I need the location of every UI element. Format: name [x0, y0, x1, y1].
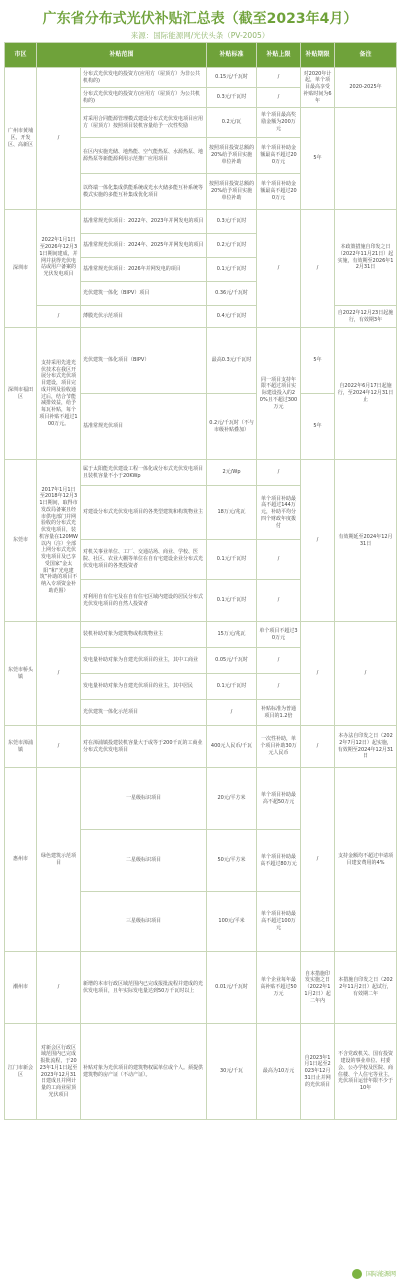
scope-cell: / [37, 952, 81, 1024]
note-cell: / [335, 622, 397, 726]
table-row [5, 460, 397, 486]
project-cell: 分布式光伏发电的投资方(应用方（屋顶方）为公共机构的) [81, 88, 207, 108]
cap-cell: / [257, 210, 301, 328]
scope-cell: 2017年1月1日至2018年12月31日期间，取得市发改局备案且经市供电部门并网验收的分布式光伏发电项目，装机容量在120MW以内（注）全部上网分布式光伏发电项目及已享受国家“金太阳”和“光电建筑”补助的项目不纳入专项资金补助范围） [37, 460, 81, 622]
project-cell: 基准常规光伏项目 [81, 394, 207, 460]
project-cell: 装机补助对象为建筑物或构筑物业主 [81, 622, 207, 648]
col-cap: 补贴上限 [257, 43, 301, 68]
cap-cell: 单个项目补助金额最高不超过200万元 [257, 174, 301, 210]
scope-cell: 2022年1月1日至2026年12月31日期间建成，并网并获得光伏电站或用户备案的光伏发电项目 [37, 210, 81, 306]
standard-cell: 0.2元/千瓦时 [207, 234, 257, 258]
project-cell: 对采用合同能源管理模式建设分布式光伏发电项目应用方（屋顶方）按照项目装机容量给予一次性奖励 [81, 108, 207, 138]
cap-cell: 同一项目支持年限不超过项目实际建设投入的20%且不超过300万元 [257, 328, 301, 460]
project-cell: 对利用自有住宅及在自有住宅区域内建设的居民分布式光伏发电项目的自然人投资者 [81, 580, 207, 622]
standard-cell: 0.1元/千瓦时 [207, 674, 257, 700]
period-cell: / [301, 210, 335, 328]
cap-cell: 单个项目最高奖励金额为200万元 [257, 108, 301, 138]
scope-cell: 绿色建筑示范项目 [37, 768, 81, 952]
table-row [5, 952, 397, 1024]
period-cell: 自本措施印发实施之日（2022年11月2日）起二年内 [301, 952, 335, 1024]
cap-cell: 单个项目补助最高不超50万元 [257, 768, 301, 830]
cap-cell: / [257, 580, 301, 622]
subsidy-table [4, 42, 397, 1120]
standard-cell: 0.2元/瓦 [207, 108, 257, 138]
standard-cell: 按照项目投资总额的20%给予项目实施单位补助 [207, 138, 257, 174]
standard-cell: 20元/平方米 [207, 768, 257, 830]
period-cell: 自2023年1月1日起至2023年12月31日止并网的光伏项目 [301, 1024, 335, 1120]
table-row [5, 328, 397, 394]
project-cell: 二星级标识项目 [81, 830, 207, 892]
note-cell: 2020-2025年 [335, 68, 397, 108]
city-cell: 深圳市福田区 [5, 328, 37, 460]
period-cell: 5年 [301, 108, 335, 210]
period-cell: 对2020年计起，单个项目最高享受补贴时间为6年 [301, 68, 335, 108]
col-scope: 补贴范围 [37, 43, 207, 68]
standard-cell: 2元/Wp [207, 460, 257, 486]
scope-cell: / [37, 306, 81, 328]
standard-cell: 0.2元/千瓦时（不与市级补贴叠加） [207, 394, 257, 460]
scope-cell: / [37, 622, 81, 726]
project-cell: 在区内实施光储、地热能、空气能热泵、水源热泵、地源热泵等新能源利用示范推广应用项目 [81, 138, 207, 174]
scope-cell: 对新会区行政区域范围内已完成报批流程，于2023年1月1日起至2023年12月31日建成且并网计量的工商业屋顶光伏项目 [37, 1024, 81, 1120]
standard-cell: 0.1元/千瓦时 [207, 258, 257, 282]
col-standard: 补贴标准 [207, 43, 257, 68]
city-cell: 东莞市 [5, 460, 37, 622]
standard-cell: 0.36元/千瓦时 [207, 282, 257, 306]
note-cell: 支持金额均不超过申请项目建安费用的4% [335, 768, 397, 952]
project-cell: 新增的本市行政区域范围内已完成报批流程并建成的光伏发电项目，且年实际发电量达到50万千瓦时以上 [81, 952, 207, 1024]
standard-cell: 0.3元/千瓦时 [207, 210, 257, 234]
standard-cell: 按照项目投资总额的20%给予项目实施单位补助 [207, 174, 257, 210]
cap-cell: 单个项目补助金额最高不超过200万元 [257, 138, 301, 174]
cap-cell: / [257, 540, 301, 580]
table-header [5, 43, 397, 68]
cap-cell: / [257, 88, 301, 108]
cap-cell: / [257, 68, 301, 88]
cap-cell: 单个项目不超过30万元 [257, 622, 301, 648]
note-cell [335, 108, 397, 210]
city-cell: 潮州市 [5, 952, 37, 1024]
watermark [352, 1269, 396, 1280]
standard-cell: 15万元/兆瓦 [207, 622, 257, 648]
period-cell: 5年 [301, 328, 335, 394]
note-cell: 有效期延至2024年12月31日 [335, 460, 397, 622]
table-row [5, 768, 397, 830]
standard-cell: 0.3元/千瓦时 [207, 88, 257, 108]
note-cell: 本政策措施自印发之日（2022年11月21日）起实施，有效期至2026年12月31日 [335, 210, 397, 306]
note-cell: 本办法自印发之日（2022年7月12日）起实施，有效期至2024年12月31日 [335, 726, 397, 768]
cap-cell: 单个企业每年最高补贴不超过50万元 [257, 952, 301, 1024]
note-cell: 本措施自印发之日（2022年11月2日）起试行，有效期二年 [335, 952, 397, 1024]
table-row [5, 306, 397, 328]
standard-cell: 0.1元/千瓦时 [207, 580, 257, 622]
city-cell: 东莞市漳浦镇 [5, 726, 37, 768]
standard-cell: 最高0.3元/千瓦时 [207, 328, 257, 394]
project-cell: 对机关事业单位、工厂、交通站场、商业、学校、医院、社区、农业大棚等单位在自有宅建设企业分布式光伏发电项目的各类投资者 [81, 540, 207, 580]
col-period: 补贴期限 [301, 43, 335, 68]
cap-cell: 单个项目补助最高不超过144万元，补助平均分四个财政年度拨付 [257, 486, 301, 540]
cap-cell: 一次性补助，单个项目补助30万元人民币 [257, 726, 301, 768]
table-row [5, 68, 397, 88]
city-cell: 东莞市桥头镇 [5, 622, 37, 726]
scope-cell: / [37, 68, 81, 210]
watermark-logo-icon [352, 1269, 362, 1279]
cap-cell: / [257, 674, 301, 700]
project-cell: 光伏建筑一体化（BIPV）项目 [81, 282, 207, 306]
project-cell: 属于太阳能光伏建设工程一体化或分布式光伏发电项目且装机容量不小于20KWp [81, 460, 207, 486]
standard-cell: 0.15元/千瓦时 [207, 68, 257, 88]
cap-cell: 单个项目补助最高不超过100万元 [257, 892, 301, 952]
period-cell: / [301, 768, 335, 952]
project-cell: 对在漳浦镇投建装机容量大于或等于200千瓦的工商业分布式光伏发电项目 [81, 726, 207, 768]
cap-cell: / [257, 460, 301, 486]
cap-cell: 最高为10万元 [257, 1024, 301, 1120]
period-cell: / [301, 622, 335, 726]
cap-cell: / [257, 648, 301, 674]
col-city: 市区 [5, 43, 37, 68]
standard-cell: 30元/千瓦 [207, 1024, 257, 1120]
cap-cell: 补贴标准为普通项目的1.2倍 [257, 700, 301, 726]
page-title: 广东省分布式光伏补贴汇总表（截至2023年4月） [42, 11, 358, 27]
note-cell: 自2022年6月17日起施行，至2024年12月31日止 [335, 328, 397, 460]
project-cell: 光伏建筑一体化项目（BIPV） [81, 328, 207, 394]
city-cell: 惠州市 [5, 768, 37, 952]
project-cell: 以终端一体化集成供能系统或光水火储多能互补系统等模式实施的多能互补集成优化项目 [81, 174, 207, 210]
period-cell: / [301, 726, 335, 768]
project-cell: 基准常规光伏项目：2024年、2025年并网发电的项目 [81, 234, 207, 258]
project-cell: 基准常规光伏项目：2022年、2023年并网发电的项目 [81, 210, 207, 234]
project-cell: 发电量补助对象为自建光伏项目的业主，其中工商业 [81, 648, 207, 674]
note-cell: 不含党政机关、国有投资建设的事业单位、村委会、公办学校及医院、商住楼、个人住宅等业主，光伏项目运营年限不少于10年 [335, 1024, 397, 1120]
city-cell: 江门市新会区 [5, 1024, 37, 1120]
note-cell: 自2022年12月23日起施行，有效期3年 [335, 306, 397, 328]
col-note: 备注 [335, 43, 397, 68]
project-cell: 发电量补助对象为自建光伏项目的业主，其中居民 [81, 674, 207, 700]
standard-cell: 18万元/兆瓦 [207, 486, 257, 540]
table-row [5, 622, 397, 648]
standard-cell: 400元人民币/千瓦 [207, 726, 257, 768]
standard-cell: 100元/平米 [207, 892, 257, 952]
period-cell: 5年 [301, 394, 335, 460]
standard-cell: 0.1元/千瓦时 [207, 540, 257, 580]
standard-cell: 50元/平方米 [207, 830, 257, 892]
city-cell: 深圳市 [5, 210, 37, 328]
source-line: 来源：国际能源网/光伏头条（PV-2005） [130, 31, 270, 40]
cap-cell: 单个项目补助最高不超过80万元 [257, 830, 301, 892]
project-cell: 三星级标识项目 [81, 892, 207, 952]
project-cell: 薄膜光伏示范项目 [81, 306, 207, 328]
project-cell: 一星级标识项目 [81, 768, 207, 830]
table-row [5, 726, 397, 768]
table-row [5, 1024, 397, 1120]
project-cell: 光伏建筑一体化示范项目 [81, 700, 207, 726]
scope-cell: 支持采用先进光伏技术在我区开展分布式光伏项目建设，项目完成并网及验收通过后，结合节能减排效益，给予每瓦补贴，每个项目补贴不超过100万元。 [37, 328, 81, 460]
scope-cell: / [37, 726, 81, 768]
table-row [5, 210, 397, 234]
project-cell: 补贴对象为光伏项目的建筑物权属单位或个人。须提供建筑物的房产证（不动产证）。 [81, 1024, 207, 1120]
project-cell: 对建设分布式光伏发电项目的各类型建筑和构筑物业主 [81, 486, 207, 540]
watermark-text: 国际能源网 [365, 1270, 396, 1278]
standard-cell: 0.05元/千瓦时 [207, 648, 257, 674]
period-cell: / [301, 460, 335, 622]
project-cell: 基准常规光伏项目：2026年并网发电的项目 [81, 258, 207, 282]
standard-cell: 0.4元/千瓦时 [207, 306, 257, 328]
standard-cell: 0.01元/千瓦时 [207, 952, 257, 1024]
project-cell: 分布式光伏发电的投资方(应用方（屋顶方）为非公共机构的) [81, 68, 207, 88]
city-cell: 广州市黄埔区、开发区、高新区 [5, 68, 37, 210]
standard-cell: / [207, 700, 257, 726]
